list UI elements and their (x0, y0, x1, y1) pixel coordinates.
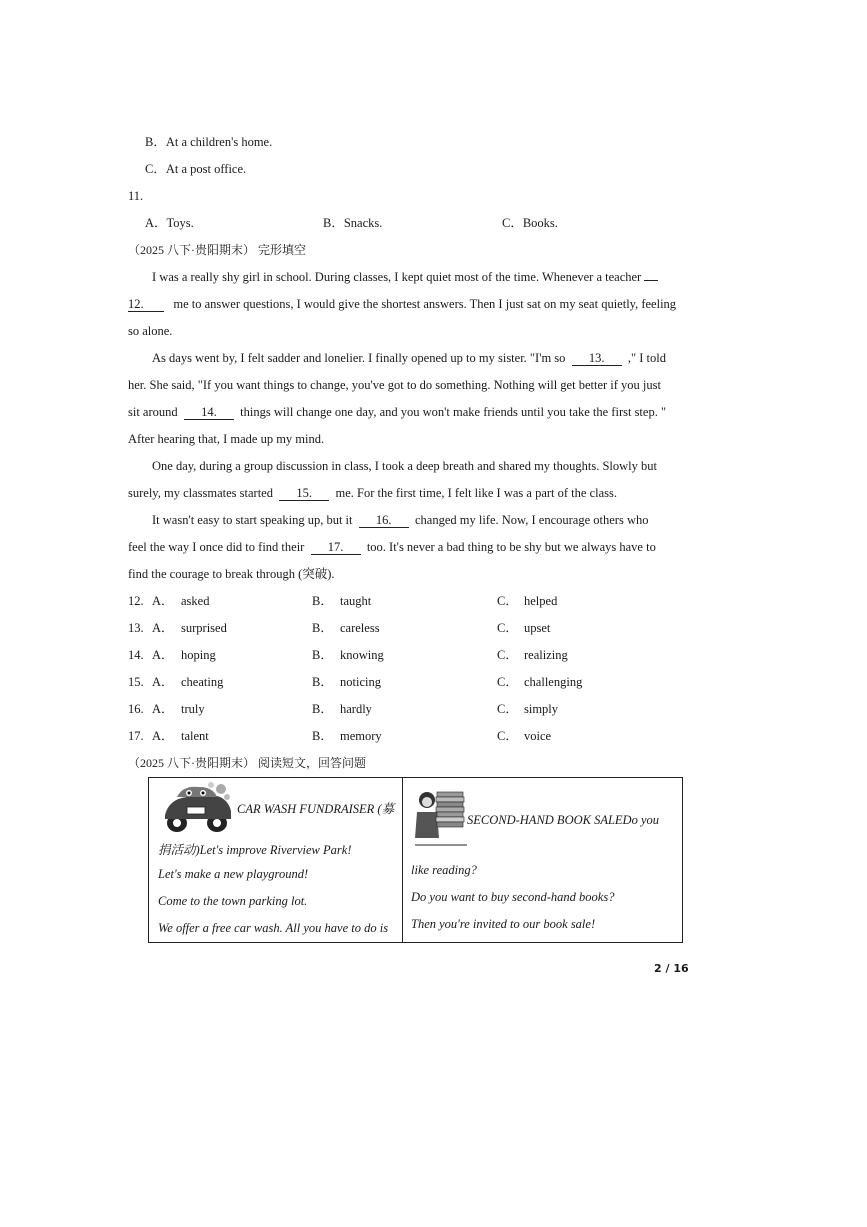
option-c-text: helped (524, 594, 558, 608)
option-a-text: truly (181, 702, 205, 716)
option-b-text: knowing (340, 648, 384, 662)
option-b-text: hardly (340, 702, 372, 716)
passage-line (128, 405, 666, 420)
book-sale-title: SECOND-HAND BOOK SALEDo you (467, 813, 660, 827)
passage-text: surely, my classmates started (128, 486, 273, 500)
passage-line (128, 297, 676, 312)
option-a-label: A． (152, 621, 174, 635)
passage-text: ," I told (627, 351, 666, 365)
option-number: 15. (128, 675, 144, 689)
option-c-label: C． (497, 621, 518, 635)
passage-text: me to answer questions, I would give the shortest answers. Then I just sat on my seat quietly, feeling (173, 297, 677, 311)
car-wash-line: Come to the town parking lot. (158, 894, 308, 908)
option-b-label: B． (312, 648, 333, 662)
option-a-label: A． (152, 675, 174, 689)
option-b-text: taught (340, 594, 372, 608)
option-c-label: C． (497, 675, 518, 689)
option-number: 12. (128, 594, 144, 608)
passage-text: me. For the first time, I felt like I was a part of the class. (335, 486, 617, 500)
option-a-text: surprised (181, 621, 227, 635)
passage-text: changed my life. Now, I encourage others who (414, 513, 649, 527)
book-sale-line: Then you're invited to our book sale! (411, 917, 596, 931)
passage-line (152, 270, 658, 284)
option-c-text: upset (524, 621, 551, 635)
passage-text: It wasn't easy to start speaking up, but it (152, 513, 353, 527)
passage-line: After hearing that, I made up my mind. (128, 432, 325, 446)
passage-text: feel the way I once did to find their (128, 540, 305, 554)
option-a-text: talent (181, 729, 209, 743)
book-sale-line: like reading? (411, 863, 477, 877)
option-c-prev: C．At a post office. (145, 162, 247, 176)
blank-13[interactable]: 13. (572, 351, 622, 366)
blank-12[interactable]: 12. (128, 297, 164, 312)
option-b-label: B． (312, 702, 333, 716)
passage-text: sit around (128, 405, 178, 419)
option-a-label: A． (152, 702, 174, 716)
option-c-label: C． (497, 729, 518, 743)
option-a-label: A． (152, 648, 174, 662)
blank-15[interactable]: 15. (279, 486, 329, 501)
cloze-section-header: （2025 八下·贵阳期末） 完形填空 (128, 243, 306, 257)
question-11-number: 11. (128, 189, 144, 203)
option-number: 13. (128, 621, 144, 635)
option-a-text: hoping (181, 648, 216, 662)
option-c-label: C． (497, 594, 518, 608)
option-number: 14. (128, 648, 144, 662)
passage-text: I was a really shy girl in school. During classes, I kept quiet most of the time. Whenever a teacher (152, 270, 642, 284)
option-a-text: cheating (181, 675, 224, 689)
passage-line (128, 486, 617, 501)
q11-option-b: B．Snacks. (323, 216, 383, 230)
option-b-prev: B．At a children's home. (145, 135, 273, 149)
blank-17[interactable]: 17. (311, 540, 361, 555)
passage-line (152, 513, 648, 528)
option-c-label: C． (497, 648, 518, 662)
option-number: 16. (128, 702, 144, 716)
car-cartoon-icon (159, 781, 237, 835)
option-c-text: realizing (524, 648, 568, 662)
passage-line (152, 351, 666, 366)
reading-section-header: （2025 八下·贵阳期末） 阅读短文，回答问题 (128, 756, 366, 770)
book-sale-line: Do you want to buy second-hand books? (411, 890, 615, 904)
option-c-text: voice (524, 729, 552, 743)
option-a-label: A． (152, 594, 174, 608)
option-b-label: B． (312, 594, 333, 608)
car-wash-title: CAR WASH FUNDRAISER (募 (237, 802, 395, 816)
option-a-label: A． (152, 729, 174, 743)
blank-16[interactable]: 16. (359, 513, 409, 528)
option-c-text: simply (524, 702, 559, 716)
blank-14[interactable]: 14. (184, 405, 234, 420)
person-books-icon (411, 788, 469, 846)
option-b-label: B． (312, 675, 333, 689)
car-wash-line: We offer a free car wash. All you have to do is (158, 921, 389, 935)
passage-line: so alone. (128, 324, 173, 338)
car-wash-line: 捐活动)Let's improve Riverview Park! (158, 843, 352, 857)
page-number: 2 / 16 (654, 962, 689, 975)
q11-option-c: C．Books. (502, 216, 558, 230)
passage-line: One day, during a group discussion in class, I took a deep breath and shared my thoughts. Slowly but (152, 459, 658, 473)
option-c-label: C． (497, 702, 518, 716)
passage-line (128, 540, 656, 555)
blank-12-lead (644, 280, 658, 281)
q11-option-a: A．Toys. (145, 216, 194, 230)
ad-divider (402, 778, 403, 942)
option-number: 17. (128, 729, 144, 743)
car-wash-line: Let's make a new playground! (158, 867, 309, 881)
option-b-label: B． (312, 621, 333, 635)
option-b-text: memory (340, 729, 382, 743)
option-c-text: challenging (524, 675, 583, 689)
ad-table (148, 777, 683, 943)
option-b-text: careless (340, 621, 380, 635)
option-b-text: noticing (340, 675, 381, 689)
option-a-text: asked (181, 594, 210, 608)
passage-text: too. It's never a bad thing to be shy but we always have to (366, 540, 656, 554)
passage-text: As days went by, I felt sadder and lonelier. I finally opened up to my sister. "I'm so (152, 351, 566, 365)
passage-line: her. She said, "If you want things to change, you've got to do something. Nothing will get better if you just (128, 378, 661, 392)
passage-line: find the courage to break through (突破). (128, 567, 335, 581)
passage-text: things will change one day, and you won't make friends until you take the first step. " (240, 405, 667, 419)
option-b-label: B． (312, 729, 333, 743)
